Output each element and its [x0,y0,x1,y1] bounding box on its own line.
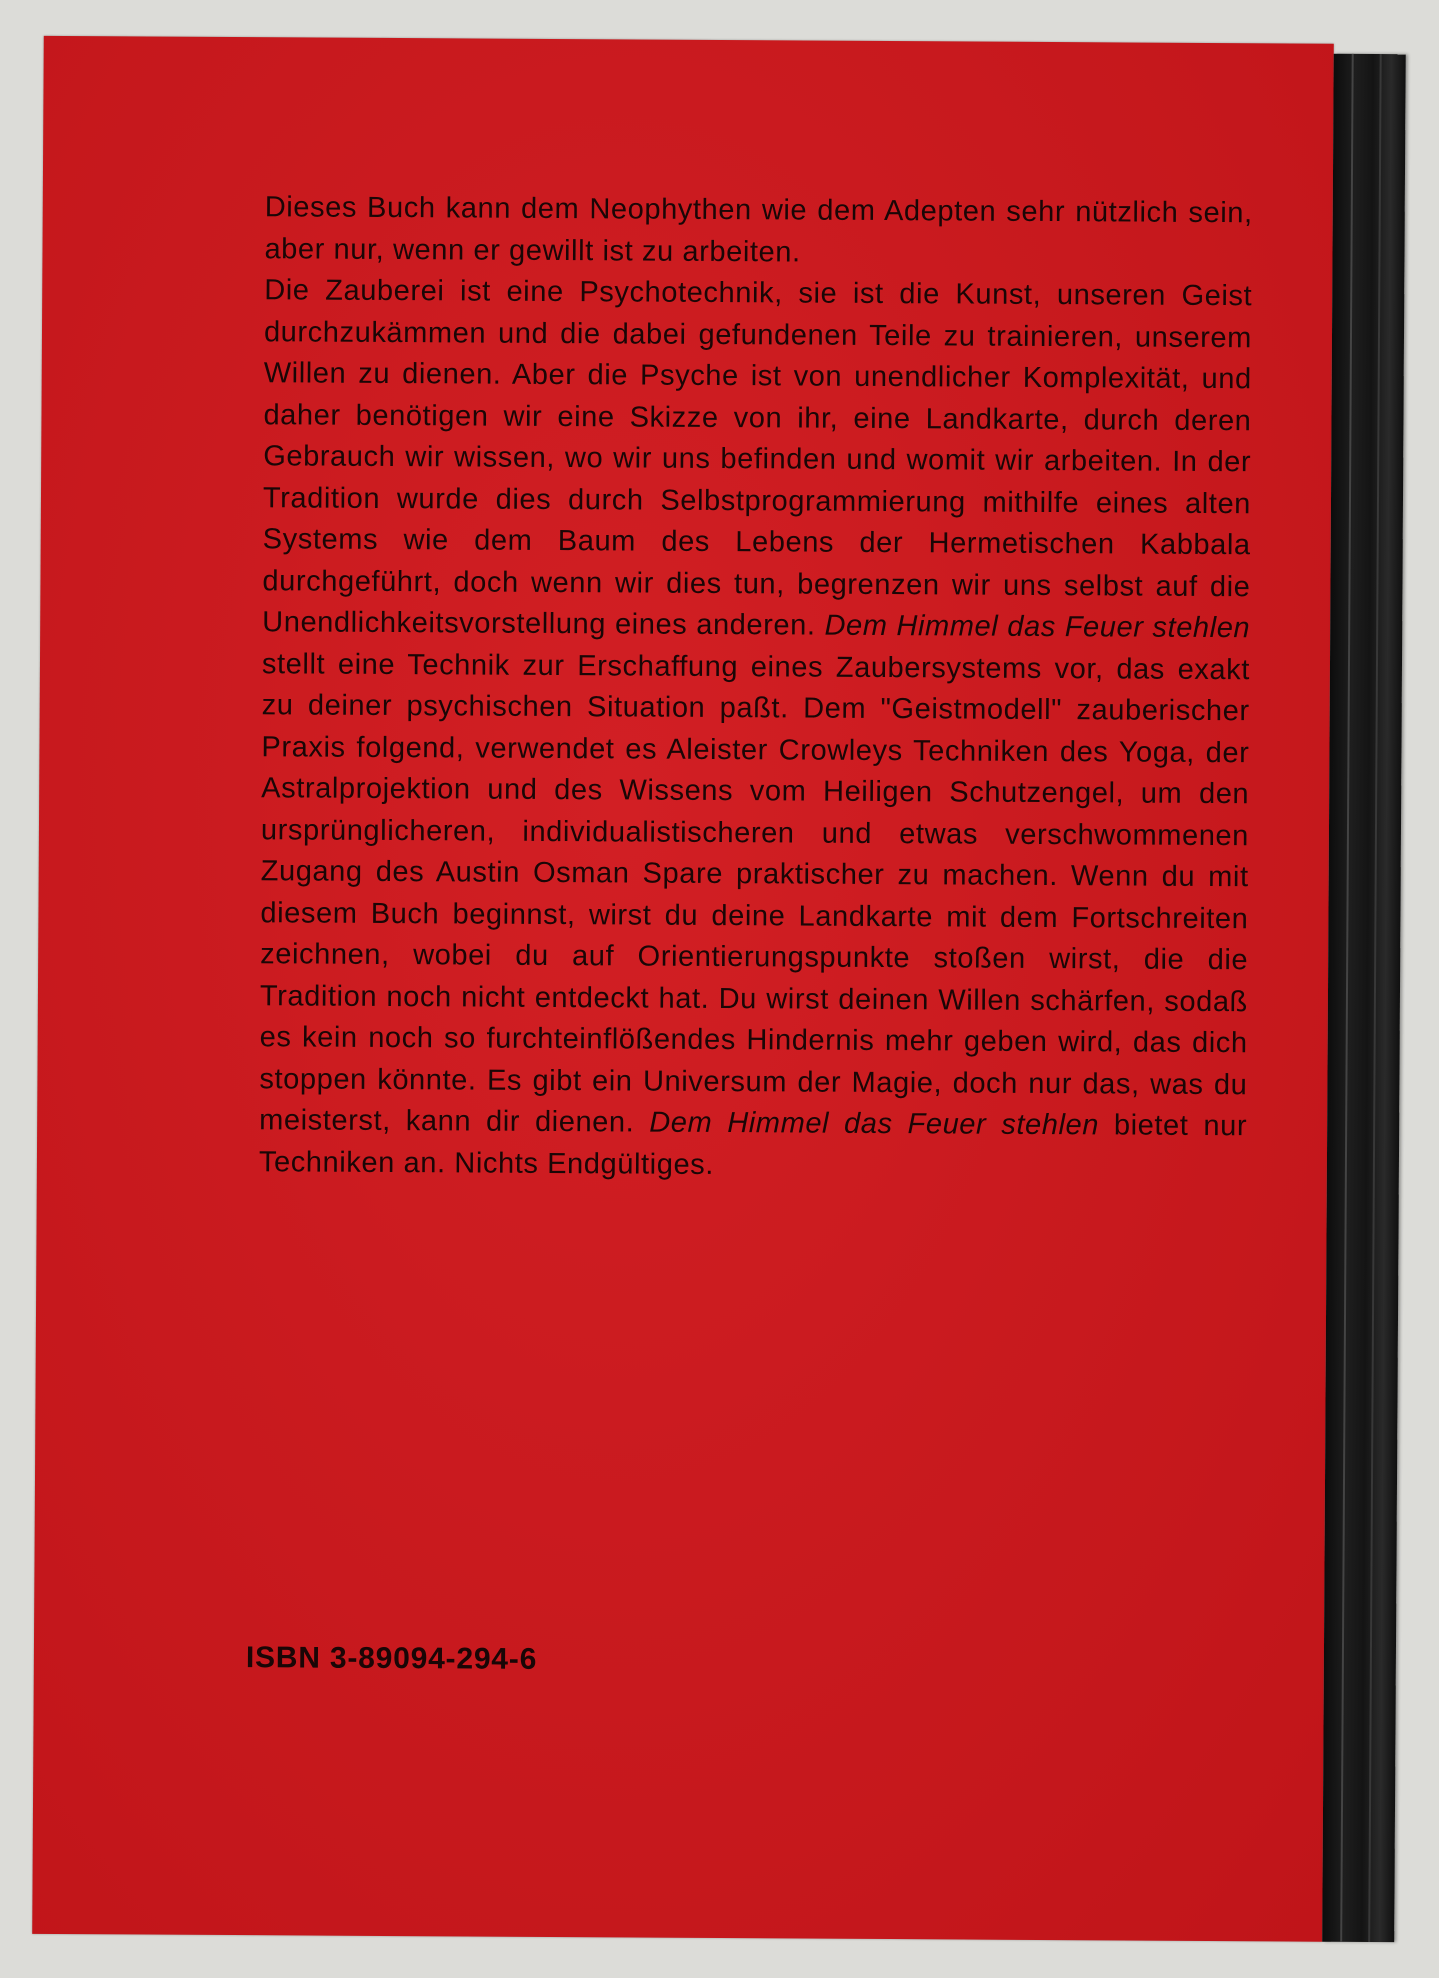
book-title-italic-1: Dem Himmel das Feuer stehlen [824,609,1251,645]
spine-edge-line [1340,54,1354,1942]
book-title-italic-2: Dem Himmel das Feuer stehlen [649,1106,1100,1142]
blurb-main-text-2: stellt eine Technik zur Erschaffung eines Zaubersystems vor, das exakt zu deiner psychischen Situation paßt. Dem "Geistmodell" zauberischer Praxis folgend, verwendet es Aleister Crowleys Techniken des Yoga, der Astralprojektion und des Wissens vom Heiligen Schutzengel, um den ursprünglicheren, individualistischeren und etwas verschwommenen Zugang des Austin Osman Spare praktischer zu machen. Wenn du mit diesem Buch beginnst, wirst du deine Landkarte mit dem Fortschreiten zeichnen, wobei du auf Orientierungspunkte stoßen wirst, die die Tradition noch nicht entdeckt hat. Du wirst deinen Willen schärfen, sodaß es kein noch so furchteinflößendes Hindernis mehr geben wird, das dich stoppen könnte. Es gibt ein Universum der Magie, doch nur das, was du meisterst, kann dir dienen. [259,647,1251,1139]
back-cover [32,36,1334,1942]
spine-edge-line [1368,54,1382,1942]
blurb-main-text-1: Die Zauberei ist eine Psychotechnik, sie ist die Kunst, unseren Geist durchzukämmen und die dabei gefundenen Teile zu trainieren, unserem Willen zu dienen. Aber die Psyche ist von unendlicher Komplexität, und daher benötigen wir eine Skizze von ihr, eine Landkarte, durch deren Gebrauch wir wissen, wo wir uns befinden und womit wir arbeiten. In der Tradition wurde dies durch Selbstprogrammierung mithilfe eines alten Systems wie dem Baum des Lebens der Hermetischen Kabbala durchgeführt, doch wenn wir dies tun, begrenzen wir uns selbst auf die Unendlichkeitsvorstellung eines anderen. [262,274,1253,642]
book [32,36,1406,1942]
blurb-text-block [259,187,1253,1189]
book-spine [1322,54,1406,1942]
blurb-main-text-3: bietet nur Techniken an. Nichts Endgültiges. [258,1109,1248,1181]
blurb-paragraph-intro-text: Dieses Buch kann dem Neophythen wie dem Adepten sehr nützlich sein, aber nur, wenn er gewillt ist zu arbeiten. [264,191,1253,268]
isbn-number: ISBN 3-89094-294-6 [245,1641,538,1676]
blurb-paragraph-intro [264,187,1252,276]
blurb-paragraph-main [259,270,1253,1189]
